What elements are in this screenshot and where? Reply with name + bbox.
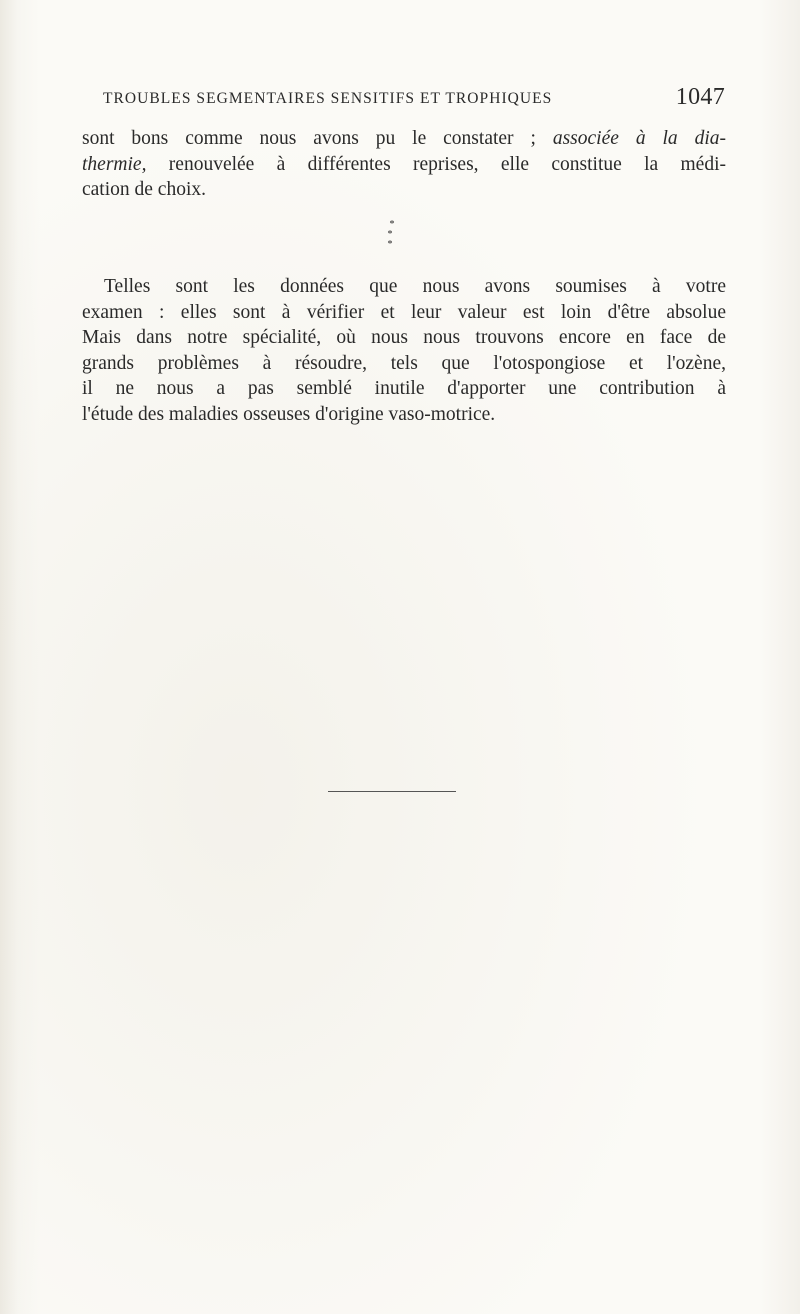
asterism-top-star: * xyxy=(389,219,395,230)
paragraph-1-line-1-text: sont bons comme nous avons pu le constater ; xyxy=(82,128,536,149)
end-rule-divider xyxy=(328,791,456,792)
paragraph-1-line-3: cation de choix. xyxy=(82,179,206,200)
paragraph-2-line: il ne nous a pas semblé inutile d'apporter une contribution à xyxy=(82,378,726,399)
paragraph-2-line: Telles sont les données que nous avons soumises à votre xyxy=(104,276,726,297)
paragraph-1 xyxy=(82,126,726,203)
paragraph-1-line-1 xyxy=(82,126,726,152)
paragraph-1-line-2 xyxy=(82,152,726,178)
paragraph-2-line: examen : elles sont à vérifier et leur valeur est loin d'être absolue xyxy=(82,301,726,323)
paragraph-1-line-2-italic: thermie, xyxy=(82,153,147,175)
paragraph-2-line: Mais dans notre spécialité, où nous nous trouvons encore en face de xyxy=(82,327,726,348)
paragraph-1-line-2-text: renouvelée à différentes reprises, elle constitue la médi- xyxy=(168,153,727,175)
page-number: 1047 xyxy=(675,84,725,110)
running-title: TROUBLES SEGMENTAIRES SENSITIFS ET TROPHIQUES xyxy=(103,90,553,107)
paragraph-1-line-1-italic: associée à la dia- xyxy=(552,128,727,149)
paragraph-2-line: grands problèmes à résoudre, tels que l'otospongiose et l'ozène, xyxy=(82,352,726,374)
asterism-separator xyxy=(380,220,404,250)
page-header xyxy=(103,84,725,114)
paragraph-2 xyxy=(82,274,726,427)
asterism-bottom-stars: * * xyxy=(387,229,397,250)
paragraph-2-line: l'étude des maladies osseuses d'origine vaso-motrice. xyxy=(82,403,496,425)
